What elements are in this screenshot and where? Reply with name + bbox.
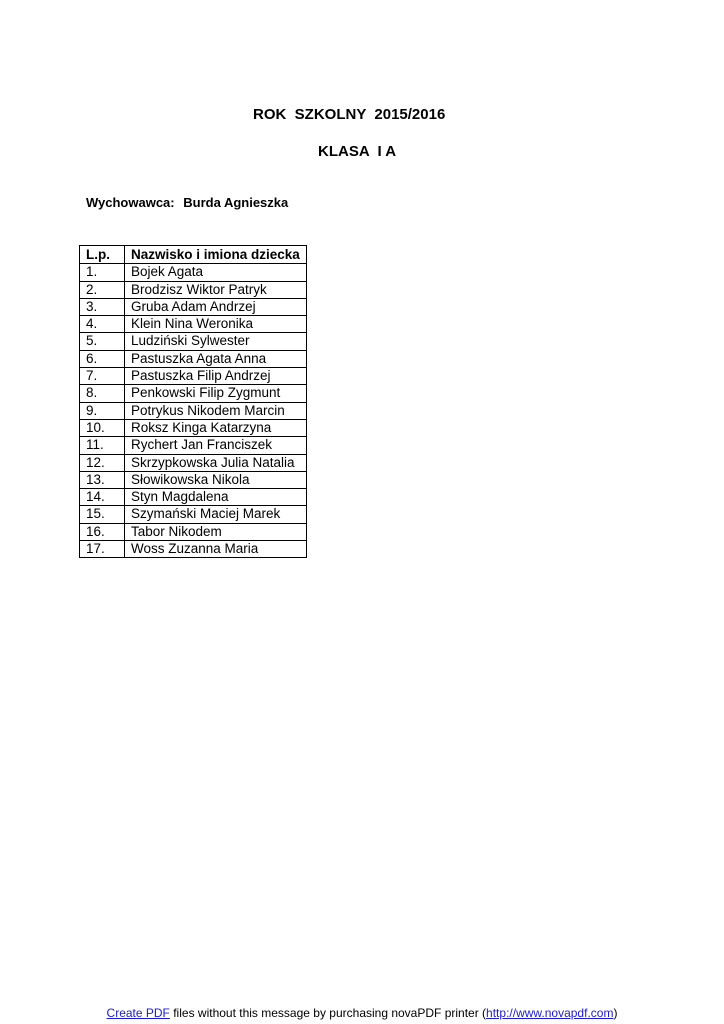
row-number: 13.: [80, 471, 125, 488]
table-row: [80, 506, 307, 523]
column-header-number: L.p.: [80, 246, 125, 264]
student-name: Pastuszka Filip Andrzej: [125, 368, 307, 385]
row-number: 11.: [80, 437, 125, 454]
row-number: 4.: [80, 316, 125, 333]
table-body: [80, 264, 307, 558]
homeroom-teacher: Burda Agnieszka: [183, 195, 289, 210]
student-name: Klein Nina Weronika: [125, 316, 307, 333]
table-row: [80, 316, 307, 333]
student-name: Potrykus Nikodem Marcin: [125, 402, 307, 419]
row-number: 3.: [80, 298, 125, 315]
row-number: 7.: [80, 368, 125, 385]
student-name: Woss Zuzanna Maria: [125, 541, 307, 558]
row-number: 5.: [80, 333, 125, 350]
table-row: [80, 402, 307, 419]
table-row: [80, 541, 307, 558]
table-row: [80, 385, 307, 402]
row-number: 10.: [80, 419, 125, 436]
table-row: [80, 350, 307, 367]
footer-text-end: ): [613, 1006, 618, 1020]
student-name: Brodzisz Wiktor Patryk: [125, 281, 307, 298]
student-name: Styn Magdalena: [125, 489, 307, 506]
student-name: Szymański Maciej Marek: [125, 506, 307, 523]
row-number: 9.: [80, 402, 125, 419]
table-header-row: [80, 246, 307, 264]
row-number: 15.: [80, 506, 125, 523]
student-roster-table: [79, 245, 307, 558]
student-name: Roksz Kinga Katarzyna: [125, 419, 307, 436]
table-row: [80, 298, 307, 315]
table-row: [80, 471, 307, 488]
homeroom-label: Wychowawca:: [86, 195, 175, 210]
student-name: Słowikowska Nikola: [125, 471, 307, 488]
student-name: Gruba Adam Andrzej: [125, 298, 307, 315]
school-year-title: ROK SZKOLNY 2015/2016: [253, 106, 446, 123]
row-number: 8.: [80, 385, 125, 402]
table-row: [80, 281, 307, 298]
table-row: [80, 523, 307, 540]
student-name: Bojek Agata: [125, 264, 307, 281]
column-header-name: Nazwisko i imiona dziecka: [125, 246, 307, 264]
footer-text: files without this message by purchasing novaPDF printer (: [169, 1006, 487, 1020]
class-title: KLASA I A: [318, 143, 397, 160]
table-row: [80, 419, 307, 436]
row-number: 1.: [80, 264, 125, 281]
row-number: 2.: [80, 281, 125, 298]
student-name: Tabor Nikodem: [125, 523, 307, 540]
table-row: [80, 454, 307, 471]
student-name: Pastuszka Agata Anna: [125, 350, 307, 367]
student-name: Skrzypkowska Julia Natalia: [125, 454, 307, 471]
table-row: [80, 489, 307, 506]
novapdf-url-link[interactable]: http://www.novapdf.com: [486, 1006, 614, 1020]
row-number: 6.: [80, 350, 125, 367]
row-number: 12.: [80, 454, 125, 471]
table-row: [80, 368, 307, 385]
row-number: 14.: [80, 489, 125, 506]
homeroom-line: [86, 195, 288, 210]
table-row: [80, 333, 307, 350]
table-row: [80, 264, 307, 281]
student-name: Penkowski Filip Zygmunt: [125, 385, 307, 402]
pdf-footer: [0, 1006, 724, 1020]
student-name: Ludziński Sylwester: [125, 333, 307, 350]
create-pdf-link[interactable]: Create PDF: [106, 1006, 170, 1020]
row-number: 17.: [80, 541, 125, 558]
table-row: [80, 437, 307, 454]
row-number: 16.: [80, 523, 125, 540]
student-name: Rychert Jan Franciszek: [125, 437, 307, 454]
